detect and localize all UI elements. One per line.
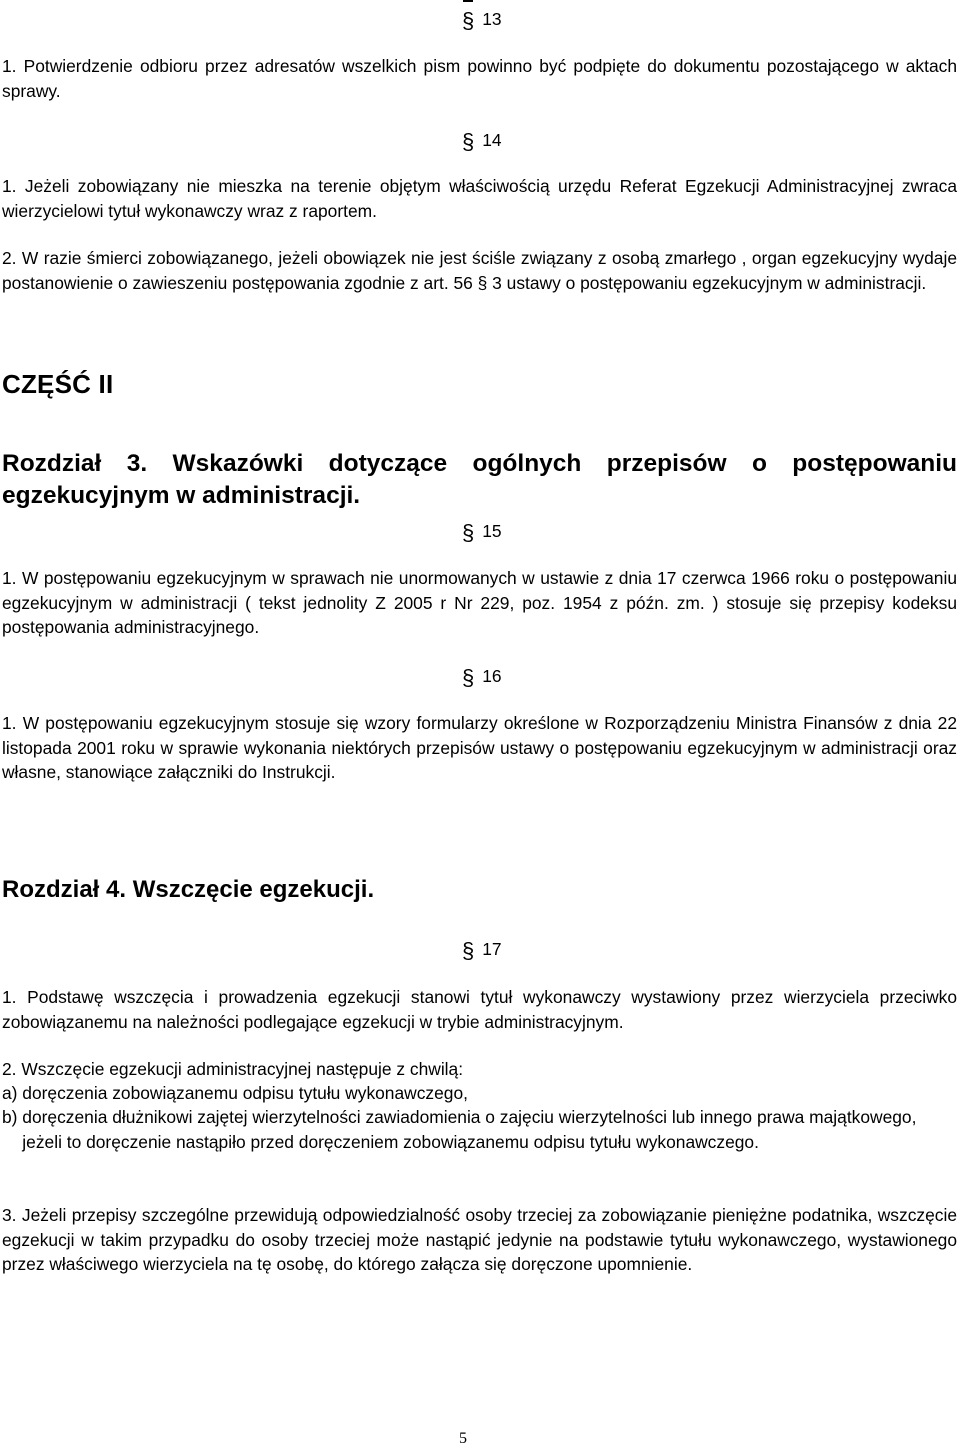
chapter-4-title: Rozdział 4. Wszczęcie egzekucji. [2, 876, 375, 903]
section-sign-icon: § [462, 665, 475, 690]
section-14-paragraph-1: 1. Jeżeli zobowiązany nie mieszka na terenie objętym właściwością urzędu Referat Egzekucji Administracyjnej zwraca wierzycielowi tytuł wykonawczy wraz z raportem. [2, 176, 957, 221]
section-17-paragraph-2: 2. Wszczęcie egzekucji administracyjnej następuje z chwilą: [2, 1059, 464, 1079]
section-15-paragraph-1: 1. W postępowaniu egzekucyjnym w sprawach nie unormowanych w ustawie z dnia 17 czerwca 1966 roku o postępowaniu egzekucyjnym w administracji ( tekst jednolity Z 2005 r Nr 229, poz. 1954 z późn. zm. ) stosuje się przepisy kodeksu postępowania administracyjnego. [2, 568, 957, 637]
item-text: doręczenia zobowiązanemu odpisu tytułu wykonawczego, [22, 1083, 468, 1103]
section-14-heading [462, 127, 502, 152]
section-16-paragraph-1: 1. W postępowaniu egzekucyjnym stosuje się wzory formularzy określone w Rozporządzeniu Ministra Finansów z dnia 22 listopada 2001 roku w sprawie wykonania niektórych przepisów ustawy o postępowaniu egzekucyjnym w administracji oraz własne, stanowiące załączniki do Instrukcji. [2, 713, 957, 782]
item-label: a) [2, 1083, 23, 1103]
section-number: 13 [482, 9, 502, 29]
section-sign-icon: § [462, 8, 475, 33]
section-17-item-b [2, 1105, 957, 1154]
section-15-heading [462, 518, 502, 543]
section-number: 14 [482, 130, 502, 150]
section-sign-icon: § [462, 129, 475, 154]
section-sign-icon: § [462, 520, 475, 545]
section-14-paragraph-2: 2. W razie śmierci zobowiązanego, jeżeli obowiązek nie jest ściśle związany z osobą zmarłego , organ egzekucyjny wydaje postanowienie o zawieszeniu postępowania zgodnie z art. 56 § 3 ustawy o postępowaniu egzekucyjnym w administracji. [2, 248, 957, 293]
section-16-heading [462, 663, 502, 688]
item-label: b) [2, 1107, 23, 1127]
section-17-item-a [2, 1081, 957, 1106]
page-number: 5 [459, 1430, 467, 1447]
section-17-paragraph-3: 3. Jeżeli przepisy szczególne przewidują odpowiedzialność osoby trzeciej za zobowiązanie pieniężne podatnika, wszczęcie egzekucji w takim przypadku do osoby trzeciej może nastąpić jedynie na podstawie tytułu wykonawczego, wystawionego przez właściwego wierzyciela na tę osobę, do którego załącza się doręczone upomnienie. [2, 1205, 957, 1274]
chapter-3-title: Rozdział 3. Wskazówki dotyczące ogólnych przepisów o postępowaniu egzekucyjnym w administracji. [2, 450, 957, 509]
part-title: CZĘŚĆ II [2, 369, 114, 399]
top-dash-mark [463, 0, 473, 2]
section-number: 17 [482, 939, 502, 959]
section-17-paragraph-1: 1. Podstawę wszczęcia i prowadzenia egzekucji stanowi tytuł wykonawczy wystawiony przez wierzyciela przeciwko zobowiązanemu na należności podlegające egzekucji w trybie administracyjnym. [2, 987, 957, 1032]
section-17-heading [462, 936, 502, 961]
section-sign-icon: § [462, 938, 475, 963]
section-13-heading [462, 6, 502, 31]
section-number: 16 [482, 666, 502, 686]
section-13-paragraph-1: 1. Potwierdzenie odbioru przez adresatów wszelkich pism powinno być podpięte do dokumentu pozostającego w aktach sprawy. [2, 56, 957, 101]
item-text: doręczenia dłużnikowi zajętej wierzytelności zawiadomienia o zajęciu wierzytelności lub innego prawa majątkowego, jeżeli to doręczenie nastąpiło przed doręczeniem zobowiązanemu odpisu tytułu wykonawczego. [22, 1107, 917, 1152]
section-number: 15 [482, 521, 502, 541]
